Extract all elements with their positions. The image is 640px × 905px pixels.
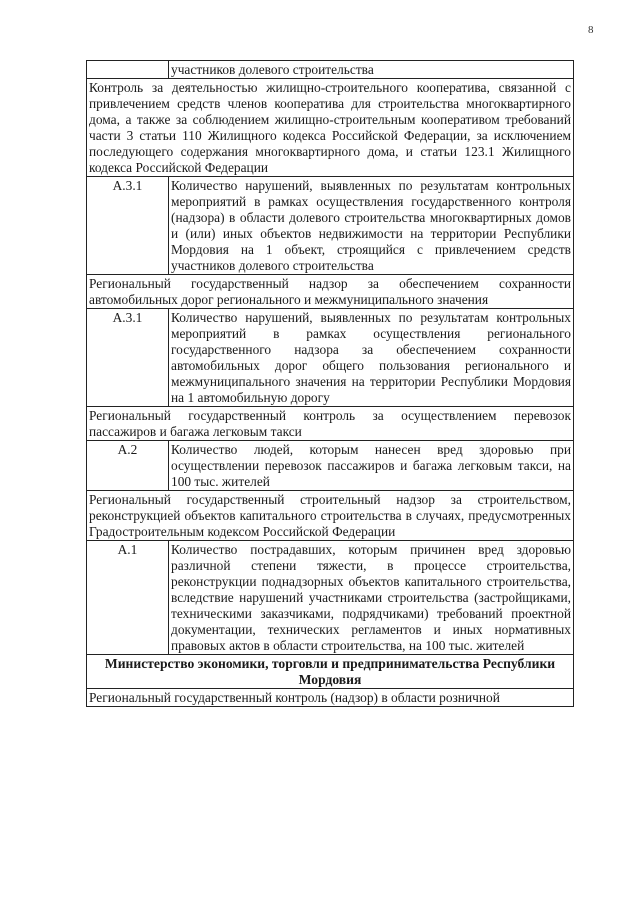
section-row	[87, 689, 574, 707]
indicator-code: А.3.1	[87, 177, 169, 275]
section-row	[87, 491, 574, 541]
ministry-row	[87, 655, 574, 689]
indicator-description: Количество пострадавших, которым причинен вред здоровью различной степени тяжести, в процессе строительства, реконструкции поднадзорных объектов капитального строительства, вследствие нарушений участниками строительства (застройщиками, техническими заказчиками, подрядчиками) требований проектной документации, технических регламентов и иных нормативных правовых актов в области строительства, на 100 тыс. жителей	[169, 541, 574, 655]
indicator-description: Количество людей, которым нанесен вред здоровью при осуществлении перевозок пассажиров и багажа легковым такси, на 100 тыс. жителей	[169, 441, 574, 491]
section-row	[87, 79, 574, 177]
indicators-table-body	[87, 61, 574, 707]
indicator-description: участников долевого строительства	[169, 61, 574, 79]
section-heading: Региональный государственный контроль (надзор) в области розничной	[87, 689, 574, 707]
section-row	[87, 275, 574, 309]
indicator-code: А.2	[87, 441, 169, 491]
indicator-description: Количество нарушений, выявленных по результатам контрольных мероприятий в рамках осуществления регионального государственного надзора за обеспечением сохранности автомобильных дорог общего пользования регионального и межмуниципального значения на территории Республики Мордовия на 1 автомобильную дорогу	[169, 309, 574, 407]
page-number: 8	[588, 24, 594, 36]
table-row	[87, 309, 574, 407]
section-heading: Региональный государственный строительный надзор за строительством, реконструкцией объектов капитального строительства в случаях, предусмотренных Градостроительным кодексом Российской Федерации	[87, 491, 574, 541]
indicator-description: Количество нарушений, выявленных по результатам контрольных мероприятий в рамках осуществления государственного контроля (надзора) в области долевого строительства многоквартирных домов и (или) иных объектов недвижимости на территории Республики Мордовия на 1 объект, строящийся с привлечением средств участников долевого строительства	[169, 177, 574, 275]
section-heading: Региональный государственный надзор за обеспечением сохранности автомобильных дорог регионального и межмуниципального значения	[87, 275, 574, 309]
indicators-table	[86, 60, 574, 707]
section-row	[87, 407, 574, 441]
ministry-heading: Министерство экономики, торговли и предпринимательства Республики Мордовия	[87, 655, 574, 689]
indicator-code: А.1	[87, 541, 169, 655]
section-heading: Региональный государственный контроль за осуществлением перевозок пассажиров и багажа легковым такси	[87, 407, 574, 441]
table-row	[87, 441, 574, 491]
table-row	[87, 61, 574, 79]
table-row	[87, 541, 574, 655]
section-heading: Контроль за деятельностью жилищно-строительного кооператива, связанной с привлечением средств членов кооператива для строительства многоквартирного дома, а также за соблюдением жилищно-строительным кооперативом требований части 3 статьи 110 Жилищного кодекса Российской Федерации, за исключением последующего содержания многоквартирного дома, и статьи 123.1 Жилищного кодекса Российской Федерации	[87, 79, 574, 177]
indicator-code: А.3.1	[87, 309, 169, 407]
table-row	[87, 177, 574, 275]
indicator-code	[87, 61, 169, 79]
